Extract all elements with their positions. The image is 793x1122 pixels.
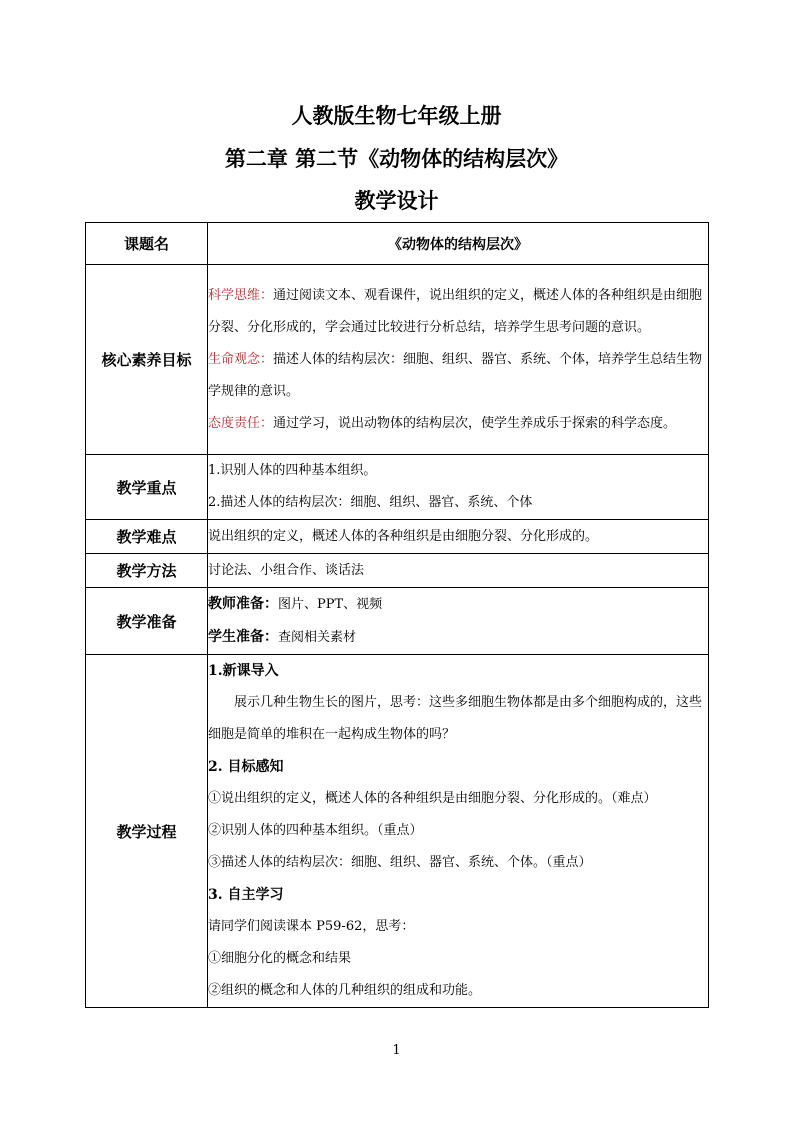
goal-tag: 科学思维： (208, 287, 274, 303)
student-prep-tag: 学生准备： (208, 629, 278, 645)
student-prep (208, 621, 708, 654)
goal-tag: 态度责任： (208, 415, 274, 431)
goal-text: 描述人体的结构层次：细胞、组织、器官、系统、个体，培养学生总结生物学规律的意识。 (208, 351, 703, 399)
self-study-item: ①细胞分化的概念和结果 (208, 951, 352, 966)
goal-tag: 生命观念： (208, 351, 274, 367)
section-title: 1.新课导入 (208, 663, 279, 679)
section-text: 展示几种生物生长的图片，思考：这些多细胞生物体都是由多个细胞构成的，这些细胞是简单的堆积在一起构成生物体的吗？ (208, 695, 703, 742)
teacher-prep-text: 图片、PPT、视频 (278, 597, 383, 612)
methods-text: 讨论法、小组合作、谈话法 (208, 554, 709, 588)
key-point-item: 2.描述人体的结构层次：细胞、组织、器官、系统、个体 (208, 495, 533, 510)
process-content (208, 655, 709, 1008)
key-points-content (208, 455, 709, 520)
key-point-item: 1.识别人体的四种基本组织。 (208, 463, 377, 478)
goals-content (208, 265, 709, 455)
goal-text: 通过阅读文本、观看课件，说出组织的定义，概述人体的各种组织是由细胞分裂、分化形成的，学会通过比较进行分析总结，培养学生思考问题的意识。 (208, 287, 703, 335)
title-line-1: 人教版生物七年级上册 (291, 103, 502, 128)
title-line-2: 第二章 第二节《动物体的结构层次》 (224, 146, 569, 171)
topic-value: 《动物体的结构层次》 (208, 223, 709, 265)
difficulty-text: 说出组织的定义，概述人体的各种组织是由细胞分裂、分化形成的。 (208, 520, 709, 554)
label-preparation: 教学准备 (86, 588, 208, 655)
row-process (86, 655, 709, 1008)
goal-perception-item: ③描述人体的结构层次：细胞、组织、器官、系统、个体。（重点） (208, 855, 592, 870)
teacher-prep-tag: 教师准备： (208, 596, 278, 612)
lesson-plan-table (85, 222, 709, 1008)
section-title: 3. 自主学习 (208, 887, 284, 903)
row-preparation (86, 588, 709, 655)
row-methods (86, 554, 709, 588)
label-key-points: 教学重点 (86, 455, 208, 520)
goal-perception-item: ①说出组织的定义，概述人体的各种组织是由细胞分裂、分化形成的。（难点） (208, 791, 657, 806)
preparation-content (208, 588, 709, 655)
row-topic (86, 223, 709, 265)
goal-text: 通过学习，说出动物体的结构层次，使学生养成乐于探索的科学态度。 (273, 415, 677, 431)
label-difficulty: 教学难点 (86, 520, 208, 554)
goal-perception-item: ②识别人体的四种基本组织。（重点） (208, 823, 423, 838)
row-goals (86, 265, 709, 455)
page-number: 1 (392, 1043, 401, 1058)
row-difficulty (86, 520, 709, 554)
section-title: 2. 目标感知 (208, 759, 284, 775)
label-process: 教学过程 (86, 655, 208, 1008)
row-key-points (86, 455, 709, 520)
teacher-prep (208, 588, 708, 621)
goal-item (208, 344, 708, 408)
goal-item (208, 280, 708, 344)
student-prep-text: 查阅相关素材 (278, 630, 357, 645)
label-topic: 课题名 (86, 223, 208, 265)
self-study-intro: 请同学们阅读课本 P59-62，思考： (208, 919, 415, 934)
goal-item (208, 408, 708, 440)
label-methods: 教学方法 (86, 554, 208, 588)
label-goals: 核心素养目标 (86, 265, 208, 455)
self-study-item: ②组织的概念和人体的几种组织的组成和功能。 (208, 983, 482, 998)
title-line-3: 教学设计 (354, 188, 439, 213)
